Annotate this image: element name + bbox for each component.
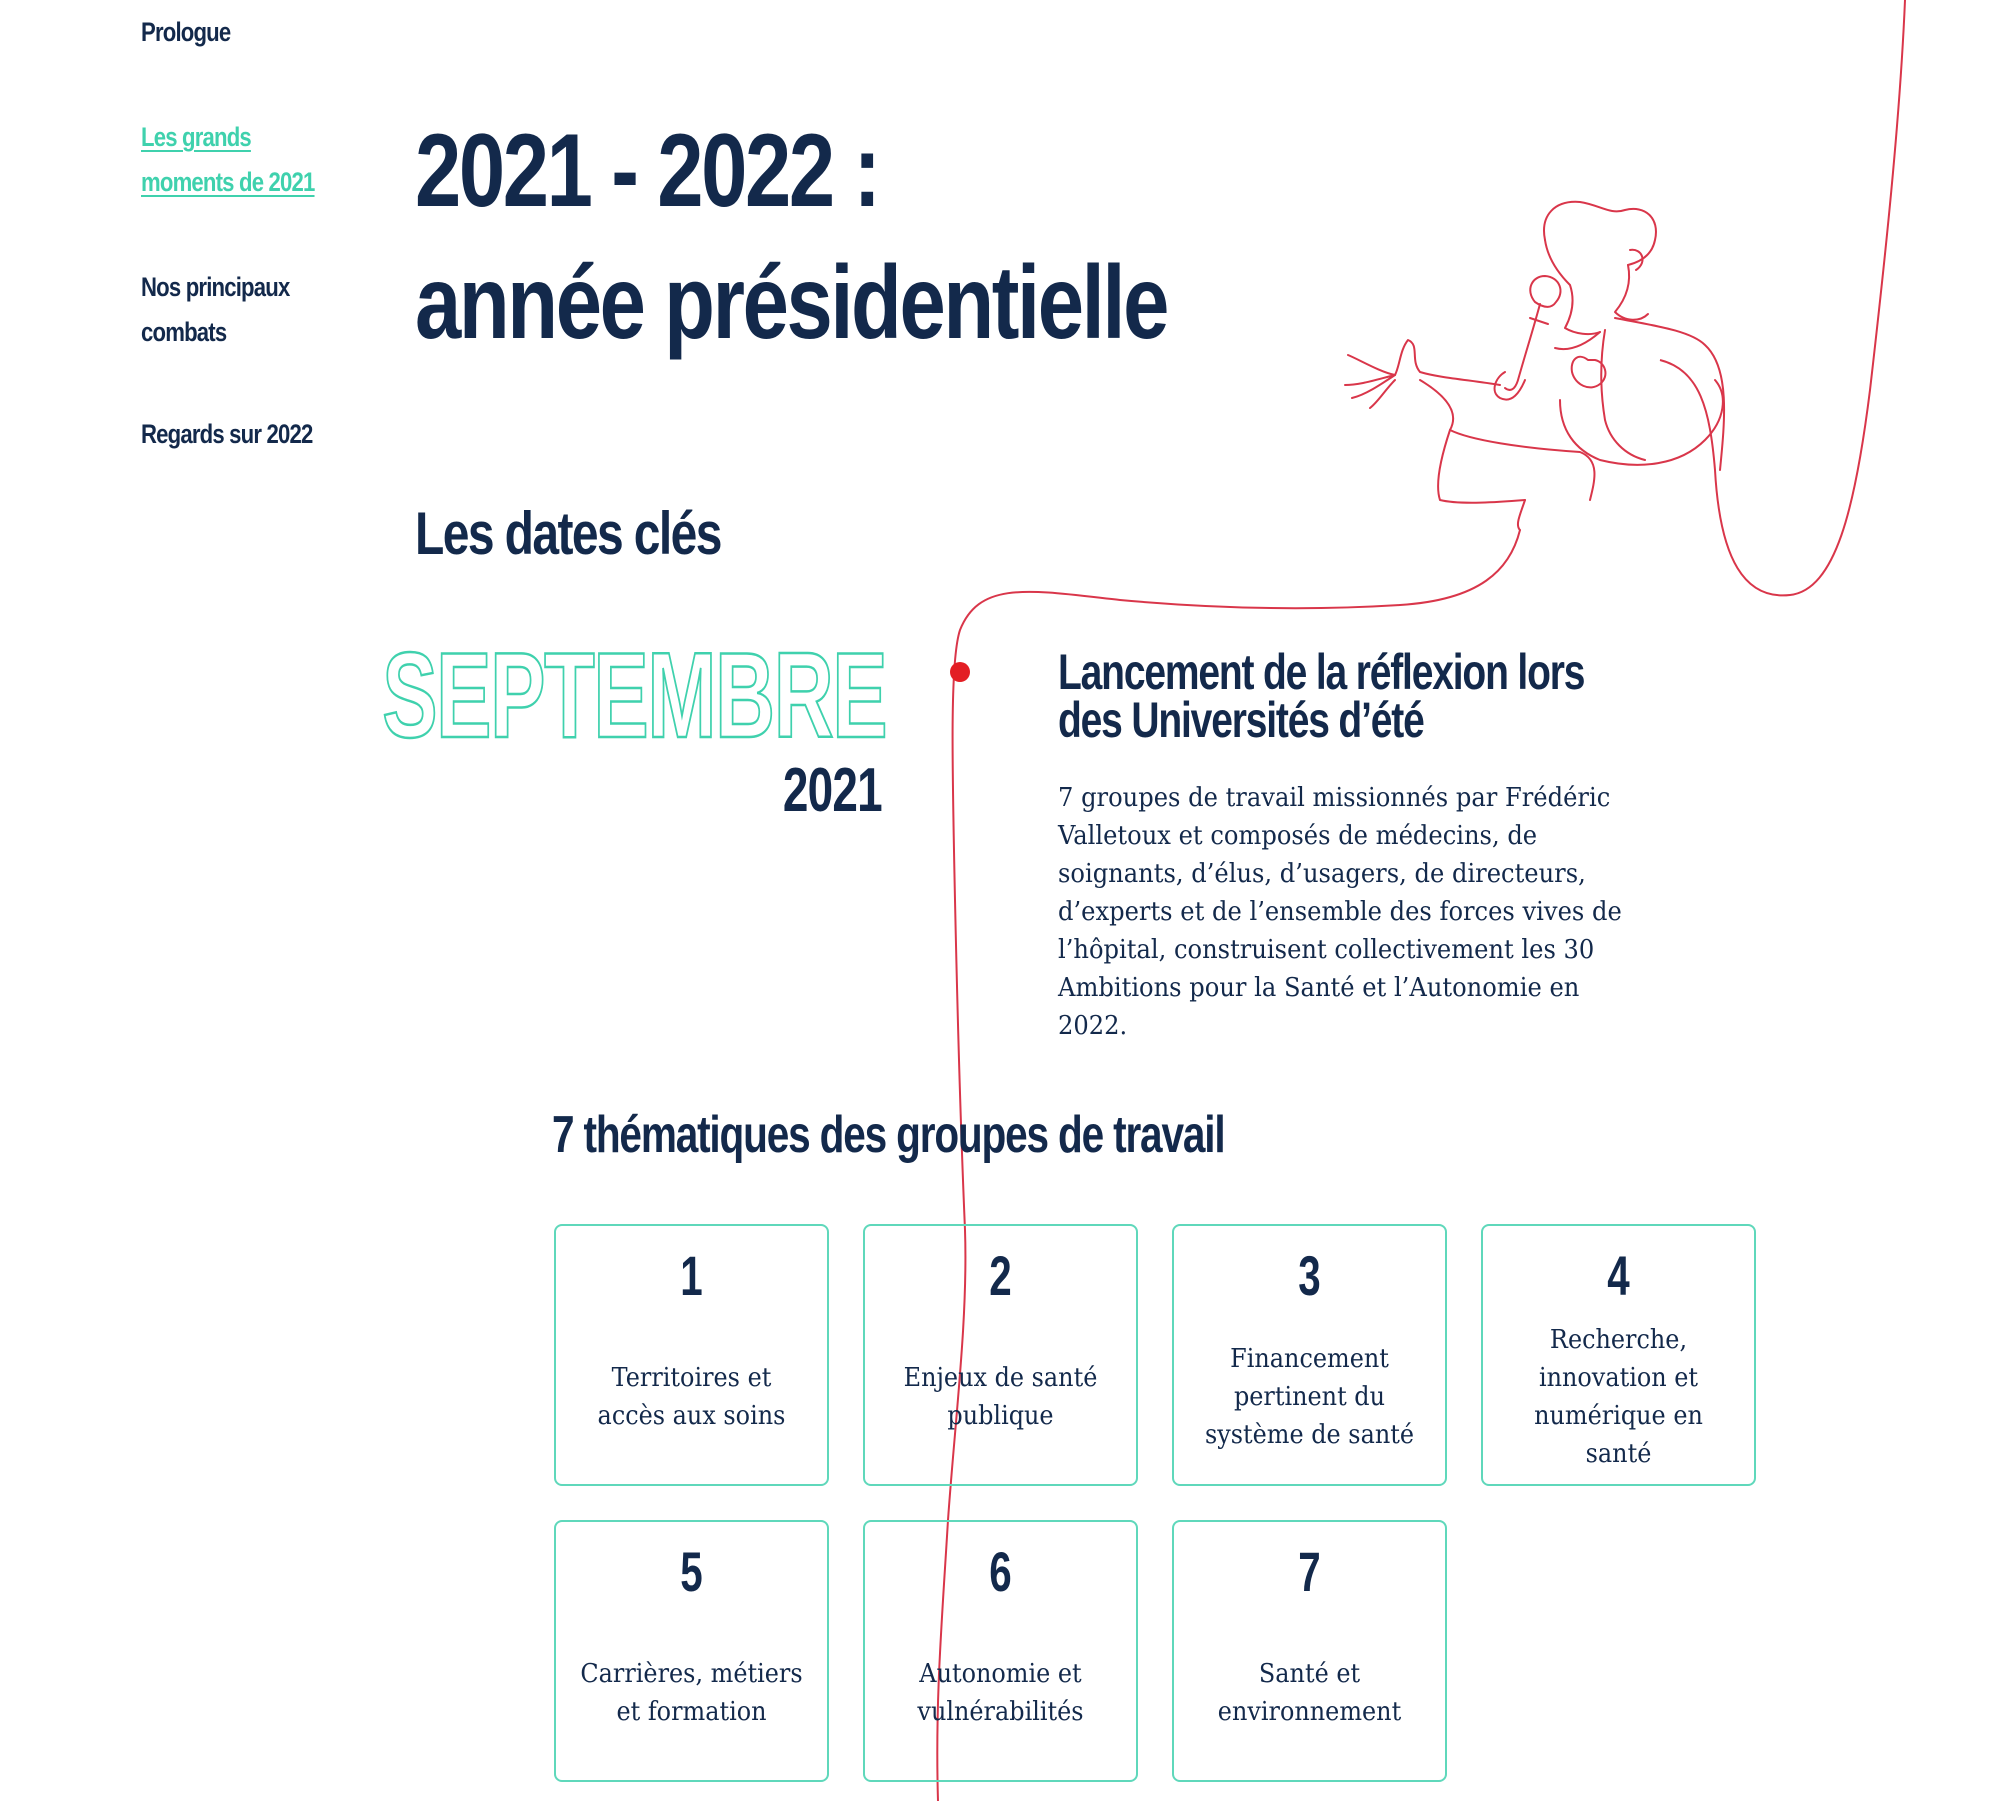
theme-card-1 xyxy=(554,1224,829,1486)
timeline-dot-icon xyxy=(950,662,970,682)
nav-item-grands-moments[interactable]: Les grands moments de 2021 xyxy=(141,122,315,197)
nav-item-principaux-combats[interactable]: Nos principaux combats xyxy=(141,272,290,347)
speaker-with-microphone-line-art xyxy=(1345,202,1724,530)
timeline-year: 2021 xyxy=(782,756,882,825)
theme-card-label: Autonomie et vulnérabilités xyxy=(917,1659,1084,1727)
theme-card-number: 3 xyxy=(1298,1244,1321,1307)
event-title: Lancement de la réflexion lors des Universités d’été xyxy=(1058,644,1585,748)
theme-card-6 xyxy=(863,1520,1138,1782)
theme-card-number: 6 xyxy=(989,1540,1012,1603)
theme-card-number: 1 xyxy=(680,1244,703,1307)
page-title xyxy=(415,105,1167,369)
theme-card-number: 7 xyxy=(1298,1540,1321,1603)
theme-card-label: Enjeux de santé publique xyxy=(903,1363,1098,1431)
page-title-line1: 2021 - 2022 : xyxy=(415,113,879,229)
theme-card-label: Carrières, métiers et formation xyxy=(580,1659,803,1727)
theme-card-number: 4 xyxy=(1607,1244,1630,1307)
theme-card-7 xyxy=(1172,1520,1447,1782)
theme-card-label: Recherche, innovation et numérique en santé xyxy=(1534,1325,1703,1469)
page-title-line2: année présidentielle xyxy=(415,245,1167,361)
nav-item-regards-2022[interactable]: Regards sur 2022 xyxy=(141,419,313,449)
theme-card-2 xyxy=(863,1224,1138,1486)
timeline-month: SEPTEMBRE xyxy=(381,627,886,763)
section-title: Les dates clés xyxy=(415,500,721,567)
themes-title: 7 thématiques des groupes de travail xyxy=(552,1106,1225,1164)
theme-card-number: 5 xyxy=(680,1540,703,1603)
theme-card-label: Santé et environnement xyxy=(1217,1659,1402,1727)
theme-card-5 xyxy=(554,1520,829,1782)
timeline-date xyxy=(381,627,886,830)
theme-card-3 xyxy=(1172,1224,1447,1486)
theme-card-label: Territoires et accès aux soins xyxy=(597,1363,786,1431)
theme-card-number: 2 xyxy=(989,1244,1012,1307)
theme-card-4 xyxy=(1481,1224,1756,1486)
nav-item-prologue[interactable]: Prologue xyxy=(141,17,231,47)
theme-card-label: Financement pertinent du système de santé xyxy=(1204,1344,1415,1450)
event-description: 7 groupes de travail missionnés par Frédéric Valletoux et composés de médecins, de soignants, d’élus, d’usagers, de directeurs, d’experts et de l’ensemble des forces vives de l’hôpital, construisent collectivement les 30 Ambitions pour la Santé et l’Autonomie en 2022. xyxy=(1058,783,1622,1041)
